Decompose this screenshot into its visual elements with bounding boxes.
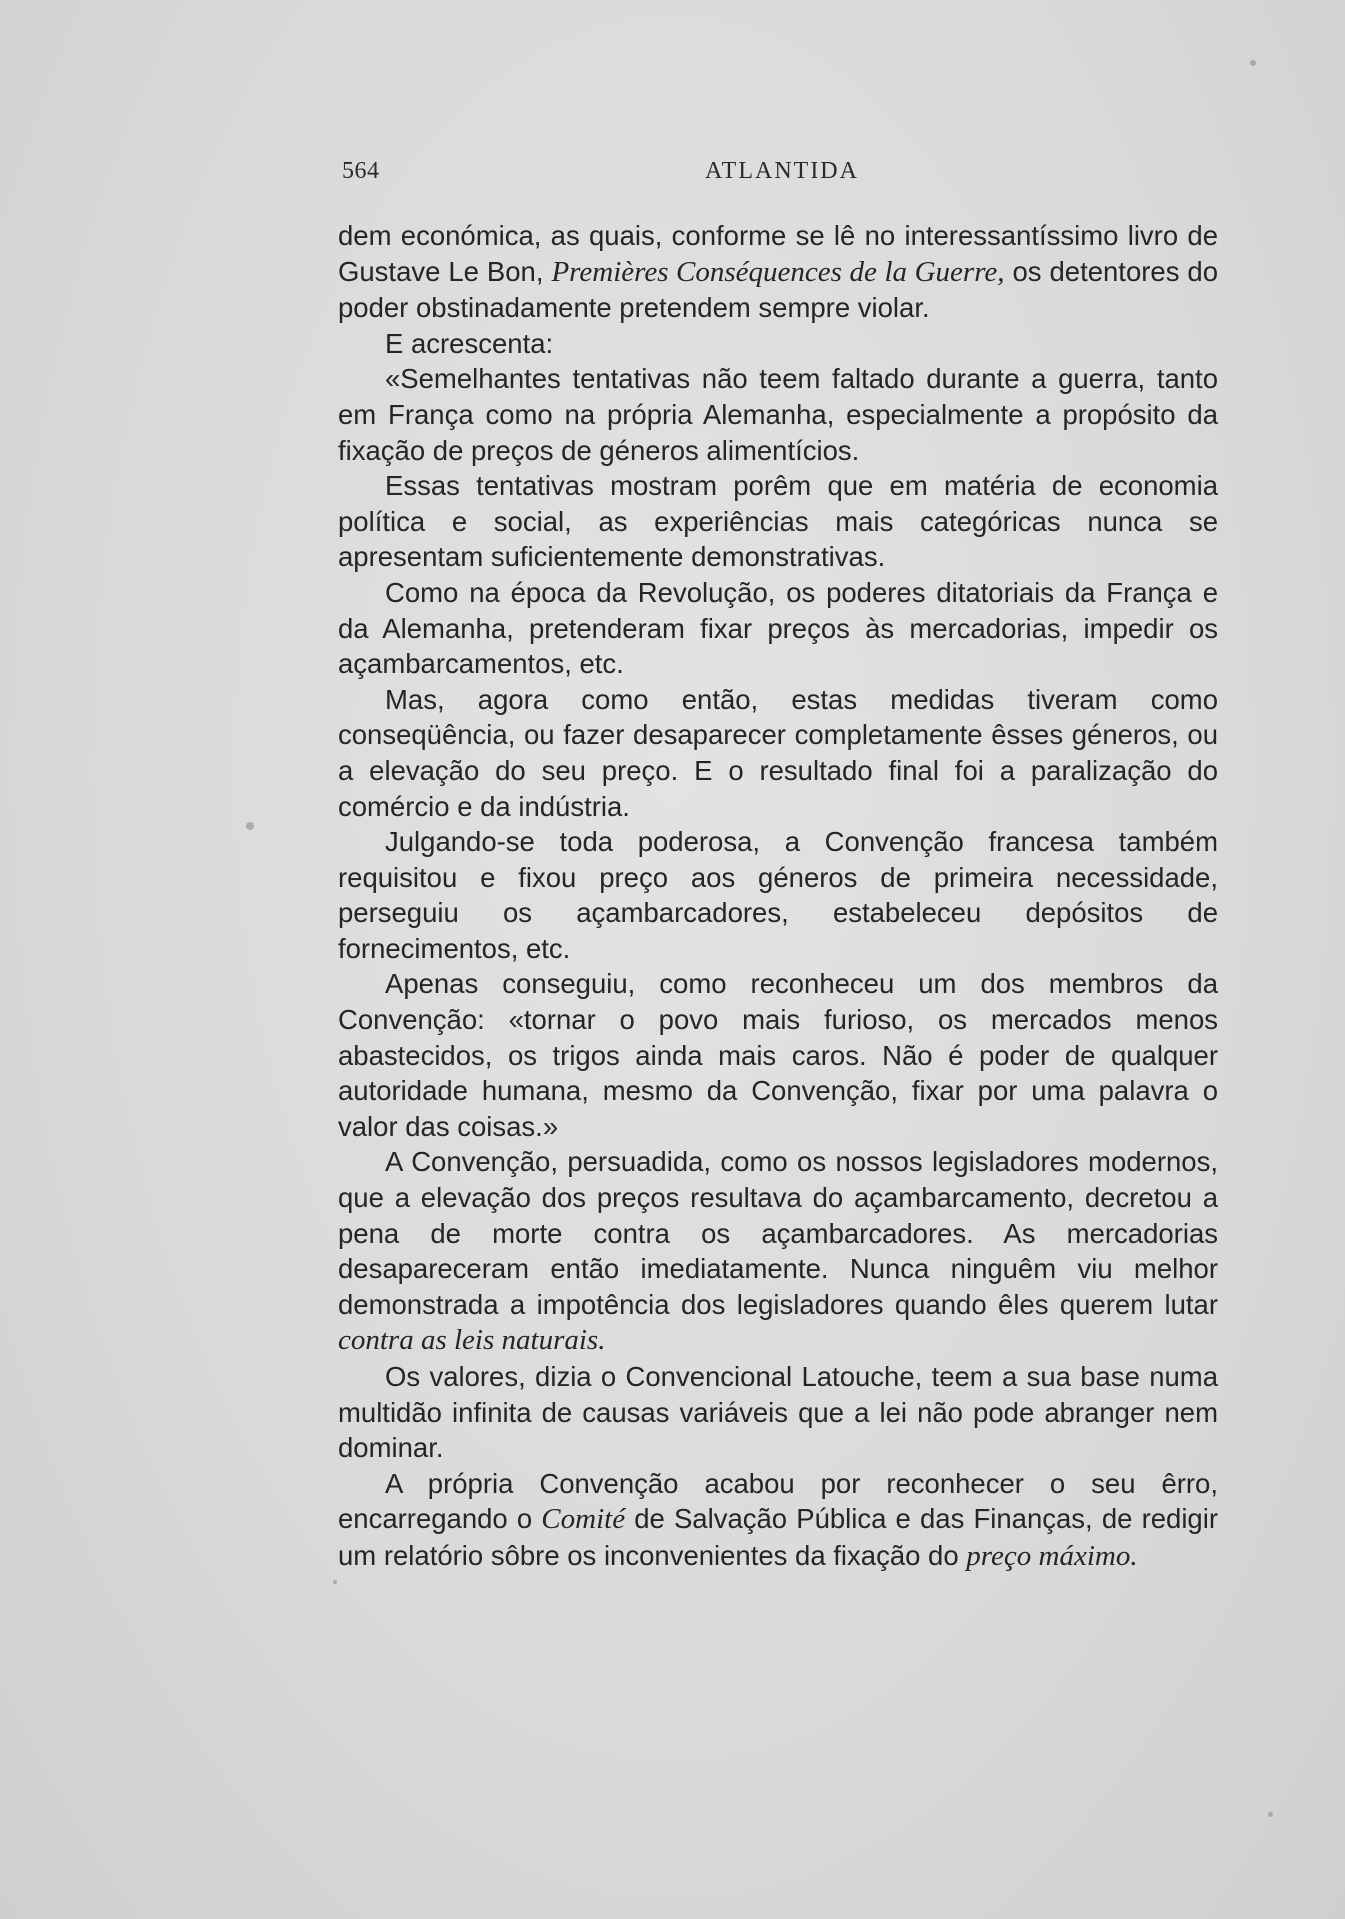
paragraph-text: A própria Convenção acabou por reconhecer o seu êrro, encarregando o: [338, 1467, 1218, 1535]
paragraph-6: [338, 682, 1218, 824]
italic-phrase: preço máximo.: [966, 1539, 1138, 1572]
italic-phrase: contra as leis naturais.: [338, 1324, 606, 1357]
paragraph-9: [338, 1144, 1218, 1359]
paragraph-5: [338, 575, 1218, 682]
paragraph-text: Mas, agora como então, estas medidas tiveram como conseqüência, ou fazer desaparecer completamente êsses géneros, ou a elevação do seu preço. E o resultado final foi a paralização do comércio e da indústria.: [338, 683, 1218, 822]
paragraph-3: [338, 361, 1218, 468]
paragraph-text: Julgando-se toda poderosa, a Convenção francesa também requisitou e fixou preço aos géneros de primeira necessidade, perseguiu os açambarcadores, estabeleceu depósitos de fornecimentos, etc.: [338, 826, 1218, 964]
paragraph-text: E acrescenta:: [385, 327, 554, 359]
paragraph-7: [338, 824, 1218, 966]
paper-speck: [333, 1580, 337, 1584]
paragraph-8: [338, 966, 1218, 1144]
paper-speck: [1250, 60, 1256, 66]
paragraph-4: [338, 468, 1218, 575]
page-number: 564: [342, 158, 380, 184]
paragraph-text: A Convenção, persuadida, como os nossos legisladores modernos, que a elevação dos preços resultava do açambarcamento, decretou a pena de morte contra os açambarcadores. As mercadorias desapareceram então imediatamente. Nunca ninguêm viu melhor demonstrada a impotência dos legisladores quando êles querem lutar: [338, 1146, 1218, 1320]
paragraph-text: Apenas conseguiu, como reconheceu um dos membros da Convenção: «tornar o povo mais furioso, os mercados menos abastecidos, os trigos ainda mais caros. Não é poder de qualquer autoridade humana, mesmo da Convenção, fixar por uma palavra o valor das coisas.»: [338, 968, 1218, 1142]
italic-phrase: Comité: [541, 1503, 626, 1536]
body-text: [338, 218, 1218, 1575]
paper-speck: [246, 822, 254, 830]
journal-title: ATLANTIDA: [705, 158, 859, 184]
paragraph-1: [338, 218, 1218, 326]
paragraph-text: Como na época da Revolução, os poderes ditatoriais da França e da Alemanha, pretenderam fixar preços às mercadorias, impedir os açambarcamentos, etc.: [338, 576, 1218, 680]
paragraph-text: «Semelhantes tentativas não teem faltado durante a guerra, tanto em França como na própria Alemanha, especialmente a propósito da fixação de preços de géneros alimentícios.: [338, 363, 1218, 466]
paragraph-11: [338, 1466, 1218, 1575]
paragraph-text: os detentores do poder obstinadamente pretendem sempre violar.: [338, 255, 1218, 324]
book-title-italic: Premières Conséquences de la Guerre,: [551, 255, 1005, 288]
paragraph-text: Essas tentativas mostram porêm que em matéria de economia política e social, as experiências mais categóricas nunca se apresentam suficientemente demonstrativas.: [338, 470, 1218, 573]
paragraph-text: dem económica, as quais, conforme se lê no interessantíssimo livro de Gustave Le Bon,: [338, 220, 1218, 287]
running-head: [338, 158, 1226, 194]
paragraph-10: [338, 1359, 1218, 1466]
paragraph-text: Os valores, dizia o Convencional Latouche, teem a sua base numa multidão infinita de causas variáveis que a lei não pode abranger nem dominar.: [338, 1361, 1218, 1464]
paper-speck: [1268, 1812, 1273, 1817]
paragraph-2: [338, 326, 1218, 362]
paragraph-text: de Salvação Pública e das Finanças, de redigir um relatório sôbre os inconvenientes da fixação do: [338, 1503, 1218, 1571]
